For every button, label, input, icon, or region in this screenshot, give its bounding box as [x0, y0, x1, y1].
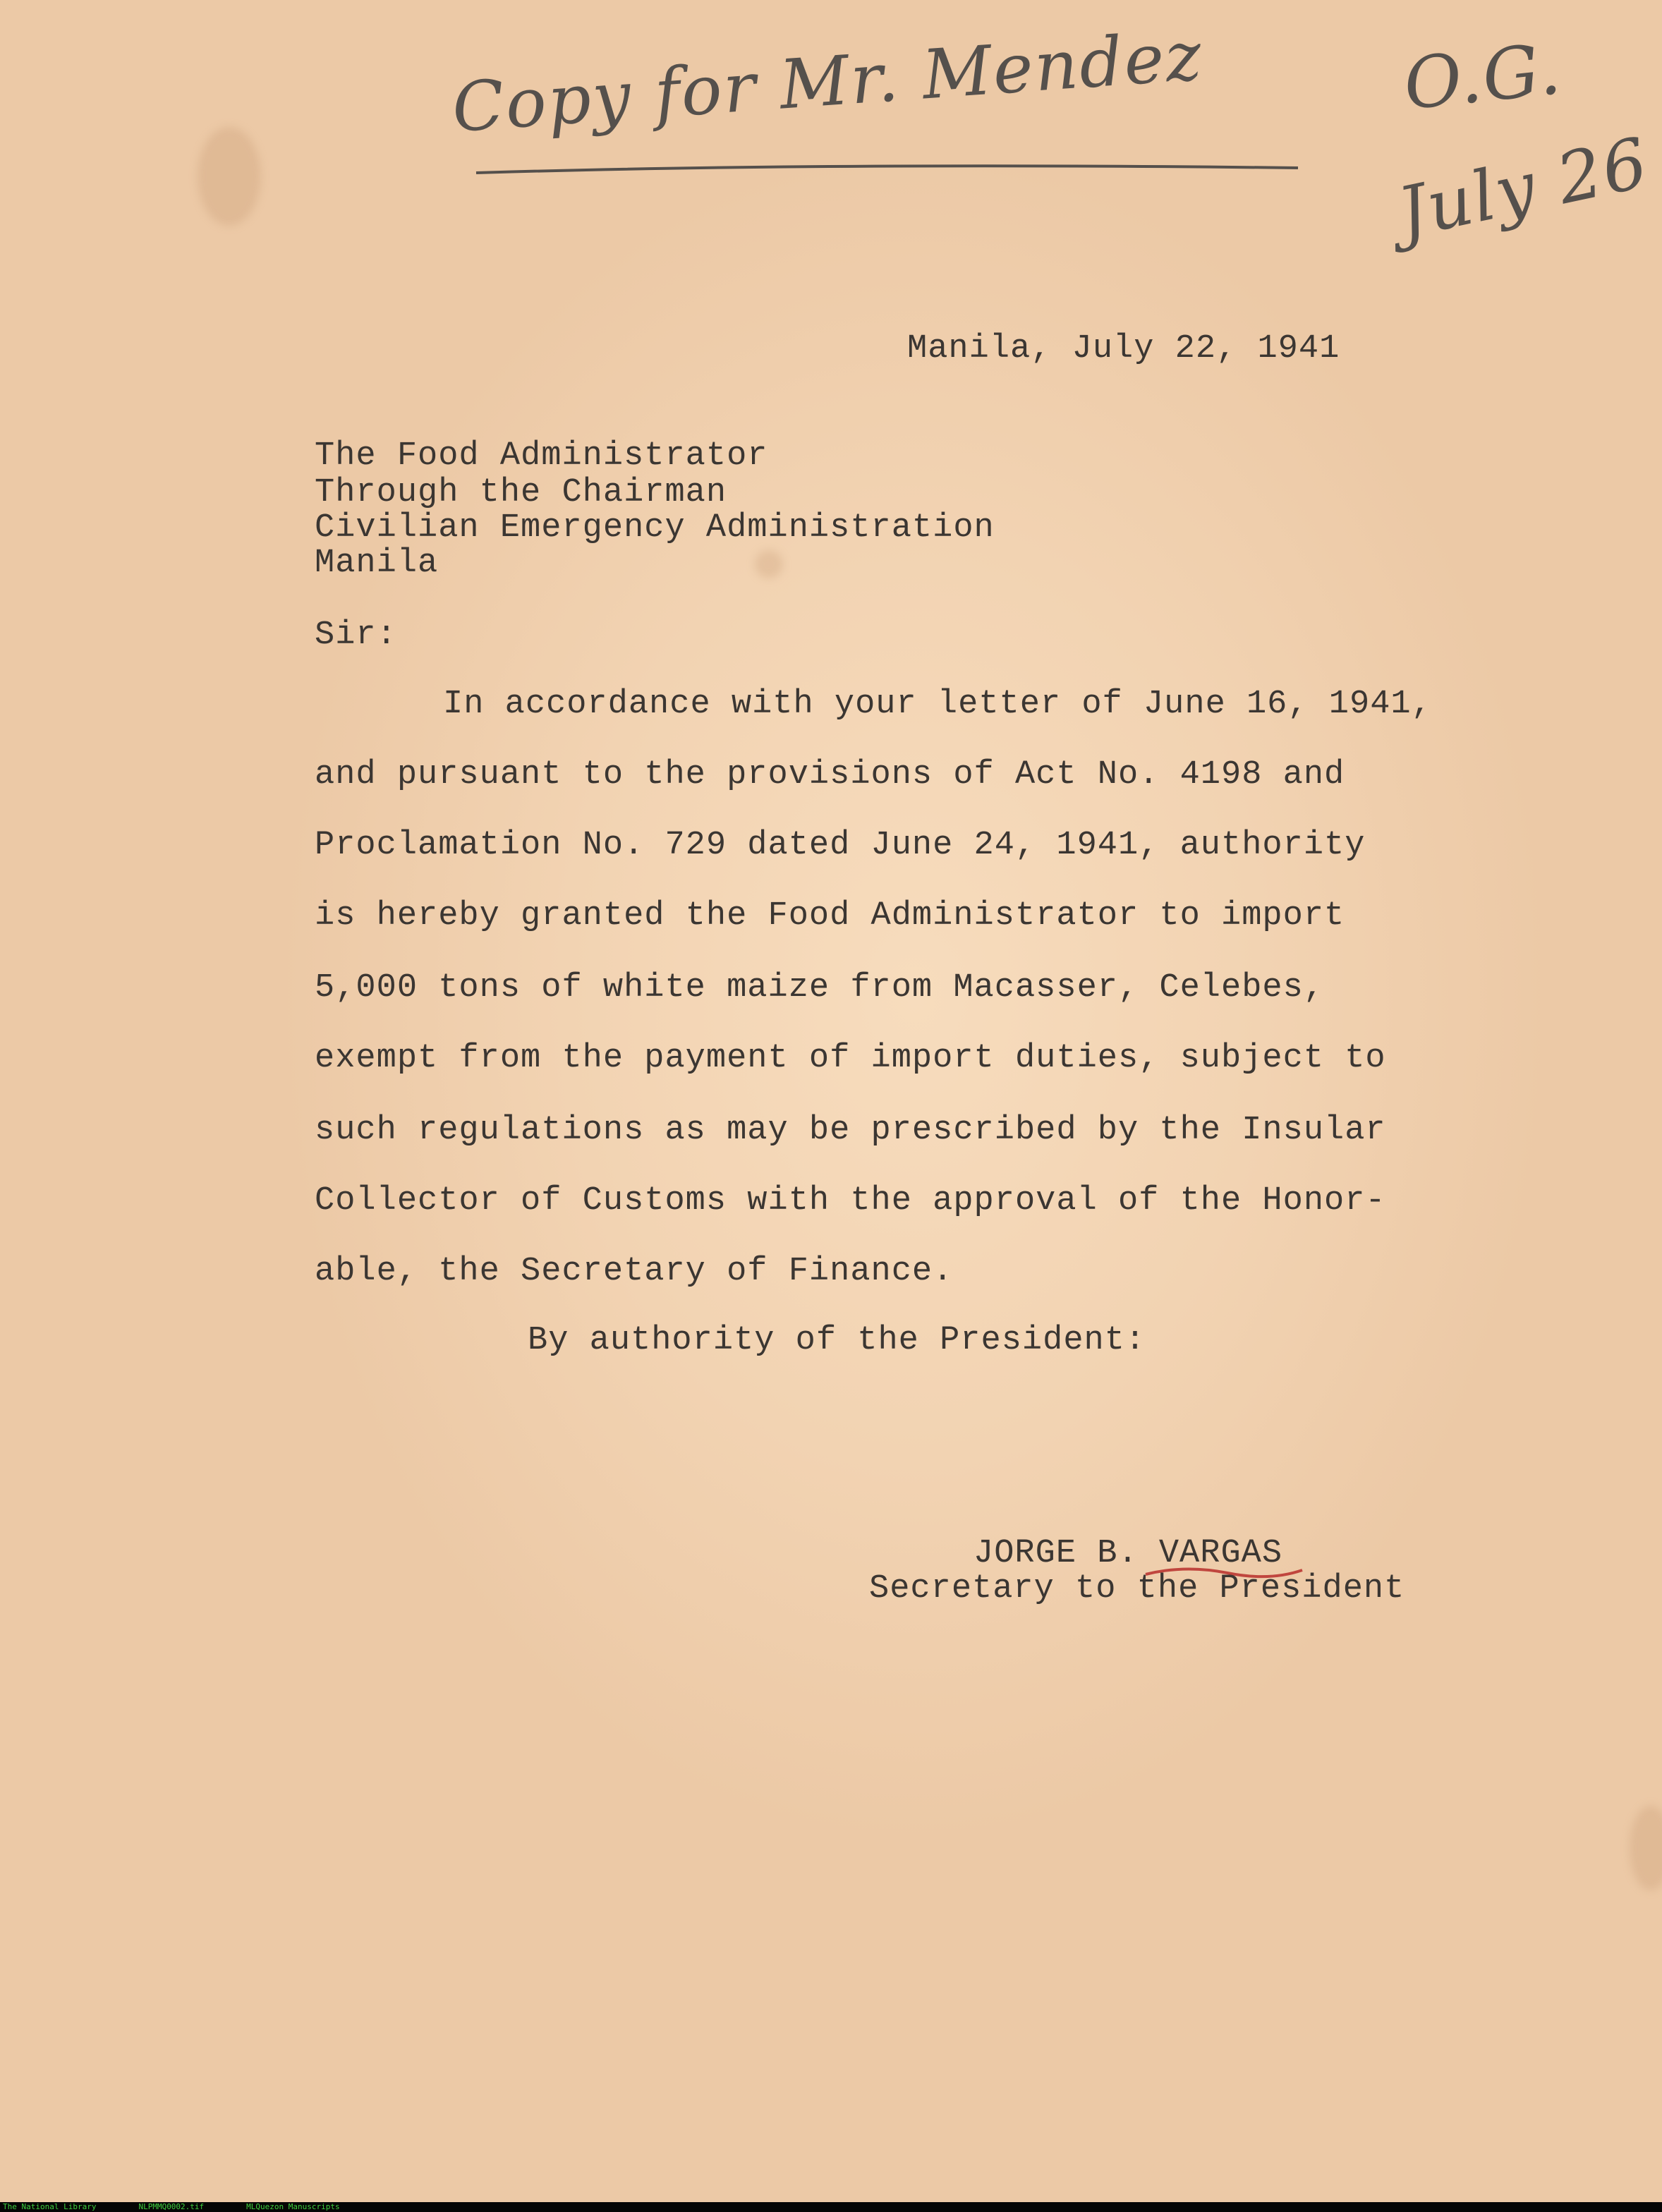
recipient-line: Civilian Emergency Administration: [315, 509, 995, 547]
footer-library: The National Library: [3, 2202, 97, 2211]
signatory-name: JORGE B. VARGAS: [973, 1535, 1283, 1572]
body-line: and pursuant to the provisions of Act No. 4198 and: [315, 756, 1345, 794]
paper-stain: [755, 550, 783, 578]
body-line: is hereby granted the Food Administrator to import: [315, 897, 1345, 935]
signatory-title: Secretary to the President: [869, 1570, 1405, 1608]
recipient-line: Through the Chairman: [315, 474, 727, 511]
letter-date: Manila, July 22, 1941: [907, 330, 1340, 367]
handwritten-date: July 26: [1391, 122, 1656, 255]
recipient-line: The Food Administrator: [315, 437, 768, 475]
handwritten-initials: O.G.: [1400, 27, 1566, 126]
body-line: 5,000 tons of white maize from Macasser, Celebes,: [315, 969, 1325, 1007]
handwritten-underline: [473, 155, 1305, 183]
body-line: exempt from the payment of import duties, subject to: [315, 1040, 1386, 1077]
footer-file: NLPMMQ0002.tif: [138, 2202, 205, 2211]
closing-line: By authority of the President:: [528, 1322, 1146, 1359]
footer-collection: MLQuezon Manuscripts: [246, 2202, 340, 2211]
body-line: such regulations as may be prescribed by the Insular: [315, 1112, 1386, 1149]
paper-stain: [1630, 1806, 1662, 1890]
handwritten-copy-note: Copy for Mr. Mendez: [449, 16, 1206, 148]
recipient-line: Manila: [315, 545, 439, 582]
body-line: Proclamation No. 729 dated June 24, 1941, authority: [315, 827, 1366, 864]
salutation: Sir:: [315, 616, 397, 654]
body-line: able, the Secretary of Finance.: [315, 1253, 954, 1290]
scan-footer: [0, 2202, 1662, 2212]
paper-stain: [198, 127, 261, 226]
body-line: Collector of Customs with the approval of the Honor-: [315, 1182, 1386, 1220]
body-line: In accordance with your letter of June 16, 1941,: [443, 686, 1432, 723]
